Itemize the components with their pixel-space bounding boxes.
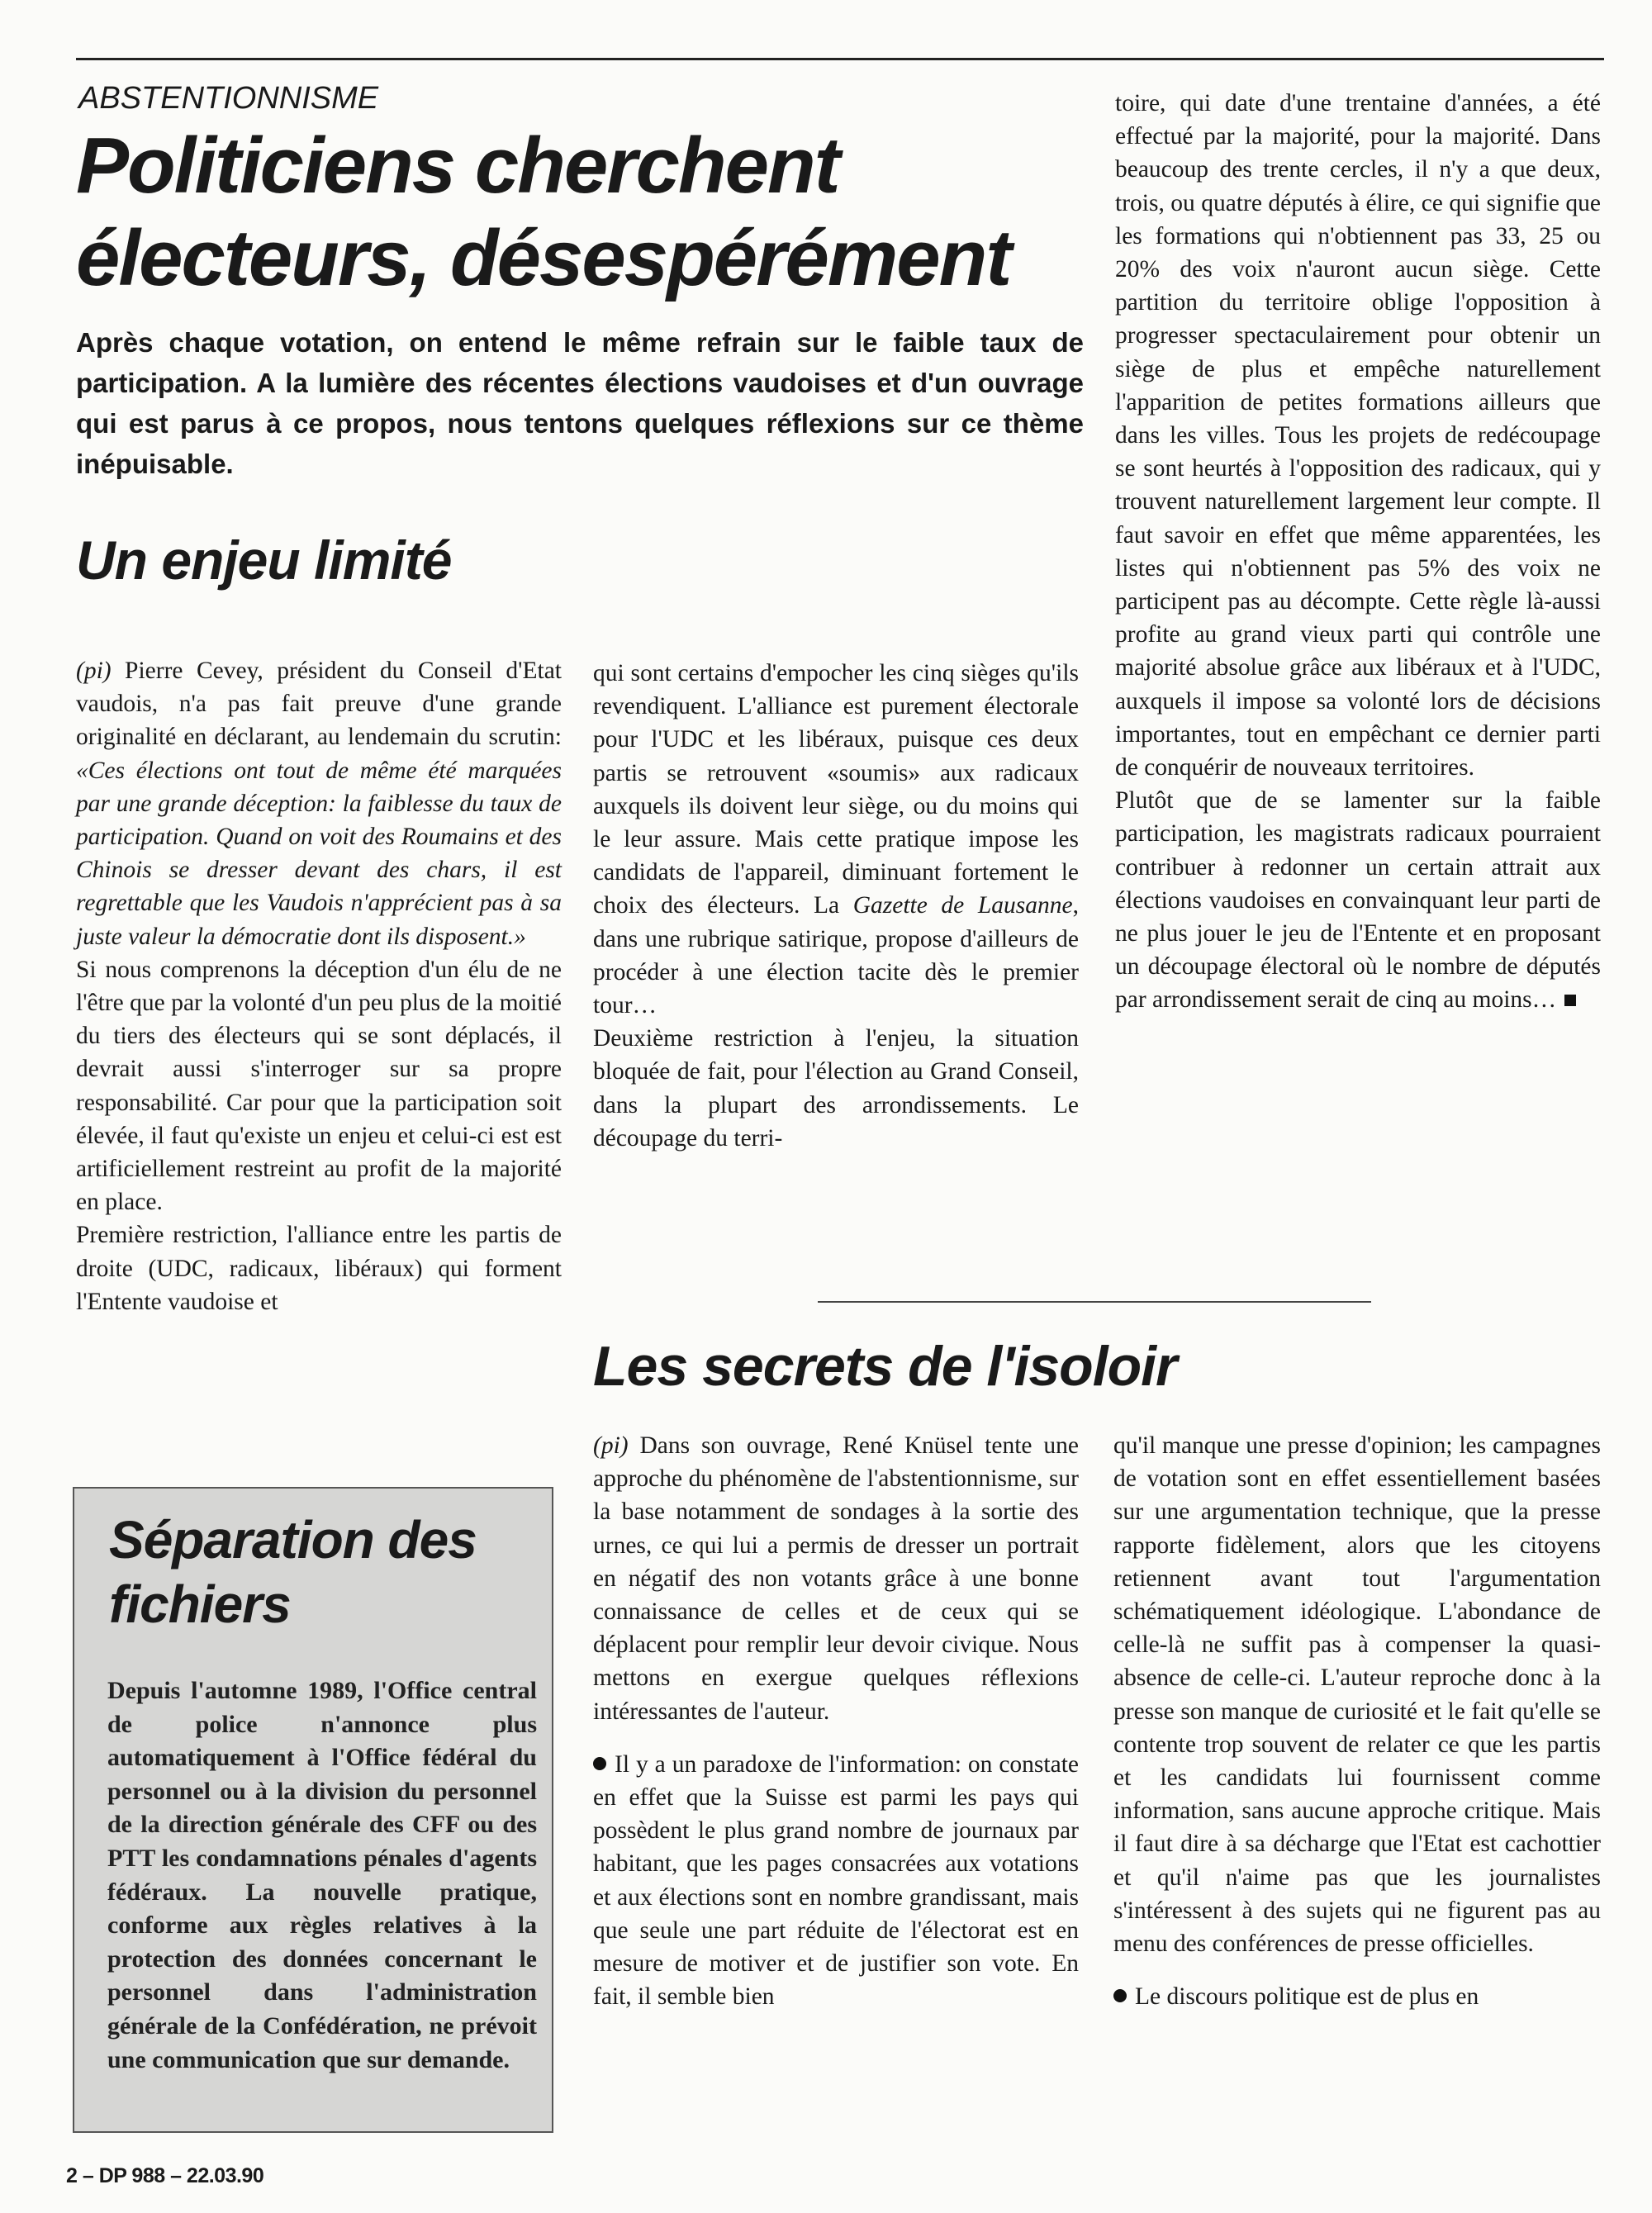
page-footer: 2 – DP 988 – 22.03.90: [66, 2164, 264, 2187]
article-column-2: [593, 657, 1079, 1155]
bullet-icon: [1113, 1989, 1127, 2002]
article-column-3: [1115, 87, 1601, 1017]
paragraph: toire, qui date d'une trentaine d'années, a été effectué par la majorité, pour la majorité. Dans beaucoup des trente cercles, il n'y a que deux, trois, ou quatre députés à élire, ce qui signifie que les formations qui n'obtiennent pas 33, 25 ou 20% des voix n'auront aucun siège. Cette partition du territoire oblige l'opposition à progresser spectaculairement pour obtenir un siège de plus et empêche naturellement l'apparition de petites formations ailleurs que dans les villes. Tous les projets de redécoupage se sont heurtés à l'opposition des radicaux, qui y trouvent naturellement largement leur compte. Il faut savoir en effet que même apparentées, les listes qui n'obtiennent pas 5% des voix ne participent pas au décompte. Cette règle là-aussi profite au grand vieux parti qui contrôle une majorité absolue grâce aux libéraux et à l'UDC, auxquels il impose sa volonté lors de décisions importantes, tout en empêchant ce dernier parti de conquérir de nouveaux territoires.: [1115, 90, 1601, 781]
isoloir-column-2: [1113, 1429, 1601, 2013]
isoloir-column-1: [593, 1429, 1079, 2013]
spacer: [1113, 1960, 1601, 1980]
section-title-enjeu: Un enjeu limité: [76, 530, 452, 591]
end-mark-icon: [1564, 995, 1576, 1006]
paragraph: (pi) Dans son ouvrage, René Knüsel tente une approche du phénomène de l'abstentionnisme, sur la base notamment de sondages à la sortie des urnes, ce qui lui a permis de dresser un portrait en négatif des non votants grâce à une bonne connaissance de celles et de ceux qui se déplacent pour remplir leur devoir civique. Nous mettons en exergue quelques réflexions intéressantes de l'auteur.: [593, 1432, 1079, 1725]
author-initials: (pi): [76, 658, 112, 684]
sidebar-title: Séparation des fichiers: [109, 1510, 477, 1634]
paragraph: qu'il manque une presse d'opinion; les campagnes de votation sont en effet essentiellement basées sur une argumentation technique, que la presse rapporte fidèlement, alors que les citoyens retiennent avant tout l'argumentation schématiquement idéologique. L'abondance de celle-là ne suffit pas à compenser la quasi-absence de celle-ci. L'auteur reproche donc à la presse son manque de curiosité et le fait qu'elle se contente trop souvent de relater ce que les partis et les candidats lui fournissent comme information, sans aucune approche critique. Mais il faut dire à sa décharge que l'Etat est cachottier et qu'il n'aime pas que les journalistes s'intéressent à des sujets qui ne figurent pas au menu des conférences de presse officielles.: [1113, 1432, 1601, 1958]
kicker: ABSTENTIONNISME: [78, 81, 379, 116]
paragraph: qui sont certains d'empocher les cinq sièges qu'ils revendiquent. L'alliance est purement électorale pour l'UDC et les libéraux, puisque ces deux partis se retrouvent «soumis» aux radicaux auxquels ils doivent leur siège, ou du moins qui le leur assure. Mais cette pratique impose les candidats de l'appareil, diminuant fortement le choix des électeurs. La Gazette de Lausanne, dans une rubrique satirique, propose d'ailleurs de procéder à une élection tacite dès le premier tour…: [593, 660, 1080, 1019]
section-title-isoloir: Les secrets de l'isoloir: [593, 1335, 1177, 1398]
paragraph: Si nous comprenons la déception d'un élu de ne l'être que par la volonté d'un peu plus de la moitié du tiers des électeurs qui se sont déplacés, il devrait aussi s'interroger sur sa propre responsabilité. Car pour que la participation soit élevée, il faut qu'existe un enjeu et celui-ci est est artificiellement restreint au profit de la majorité en place.: [76, 956, 562, 1216]
quote: «Ces élections ont tout de même été marquées par une grande déception: la faiblesse du taux de participation. Quand on voit des Roumains et des Chinois se dresser devant des chars, il est regrettable que les Vaudois n'apprécient pas à sa juste valeur la démocratie dont ils disposent.»: [76, 757, 562, 950]
top-rule: [76, 58, 1604, 60]
author-initials: (pi): [593, 1432, 629, 1459]
headline-line-2: électeurs, désespérément: [76, 214, 1011, 302]
lede: Après chaque votation, on entend le même refrain sur le faible taux de participation. A la lumière des récentes élections vaudoises et d'un ouvrage qui est parus à ce propos, nous tentons quelques réflexions sur ce thème inépuisable.: [76, 327, 1084, 479]
headline-line-1: Politiciens cherchent: [76, 121, 839, 210]
section-divider: [818, 1301, 1371, 1303]
paragraph: Le discours politique est de plus en: [1113, 1980, 1601, 2013]
paragraph: Première restriction, l'alliance entre les partis de droite (UDC, radicaux, libéraux) qui forment l'Entente vaudoise et: [76, 1222, 562, 1315]
sidebar-body: Depuis l'automne 1989, l'Office central de police n'annonce plus automatiquement à l'Office fédéral du personnel ou à la division du personnel de la direction générale des CFF ou des PTT les condamnations pénales d'agents fédéraux. La nouvelle pratique, conforme aux règles relatives à la protection des données concernant le personnel dans l'administration générale de la Confédération, ne prévoit une communication que sur demande.: [107, 1677, 537, 2073]
bullet-icon: [593, 1757, 606, 1770]
paragraph: Plutôt que de se lamenter sur la faible participation, les magistrats radicaux pourraient contribuer à redonner un certain attrait aux élections vaudoises en convainquant leur parti de ne plus jouer le jeu de l'Entente et en proposant un découpage électoral où le nombre de députés par arrondissement serait de cinq au moins…: [1115, 787, 1601, 1014]
spacer: [593, 1728, 1079, 1748]
publication-name: Gazette de Lausanne: [852, 892, 1073, 919]
paragraph: Il y a un paradoxe de l'information: on constate en effet que la Suisse est parmi les pays qui possèdent le plus grand nombre de journaux par habitant, que les pages consacrées aux votations et aux élections sont en nombre grandissant, mais que seule une part réduite de l'électorat est en mesure de motiver et de justifier son vote. En fait, il semble bien: [593, 1750, 1079, 2011]
paragraph: Deuxième restriction à l'enjeu, la situation bloquée de fait, pour l'élection au Grand Conseil, dans la plupart des arrondissements. Le découpage du terri-: [593, 1025, 1079, 1152]
page-title: [76, 120, 1067, 305]
article-column-1: [76, 654, 562, 1318]
paragraph: (pi) Pierre Cevey, président du Conseil d'Etat vaudois, n'a pas fait preuve d'une grande originalité en déclarant, au lendemain du scrutin: «Ces élections ont tout de même été marquées par une grande déception: la faiblesse du taux de participation. Quand on voit des Roumains et des Chinois se dresser devant des chars, il est regrettable que les Vaudois n'apprécient pas à sa juste valeur la démocratie dont ils disposent.»: [76, 658, 562, 950]
